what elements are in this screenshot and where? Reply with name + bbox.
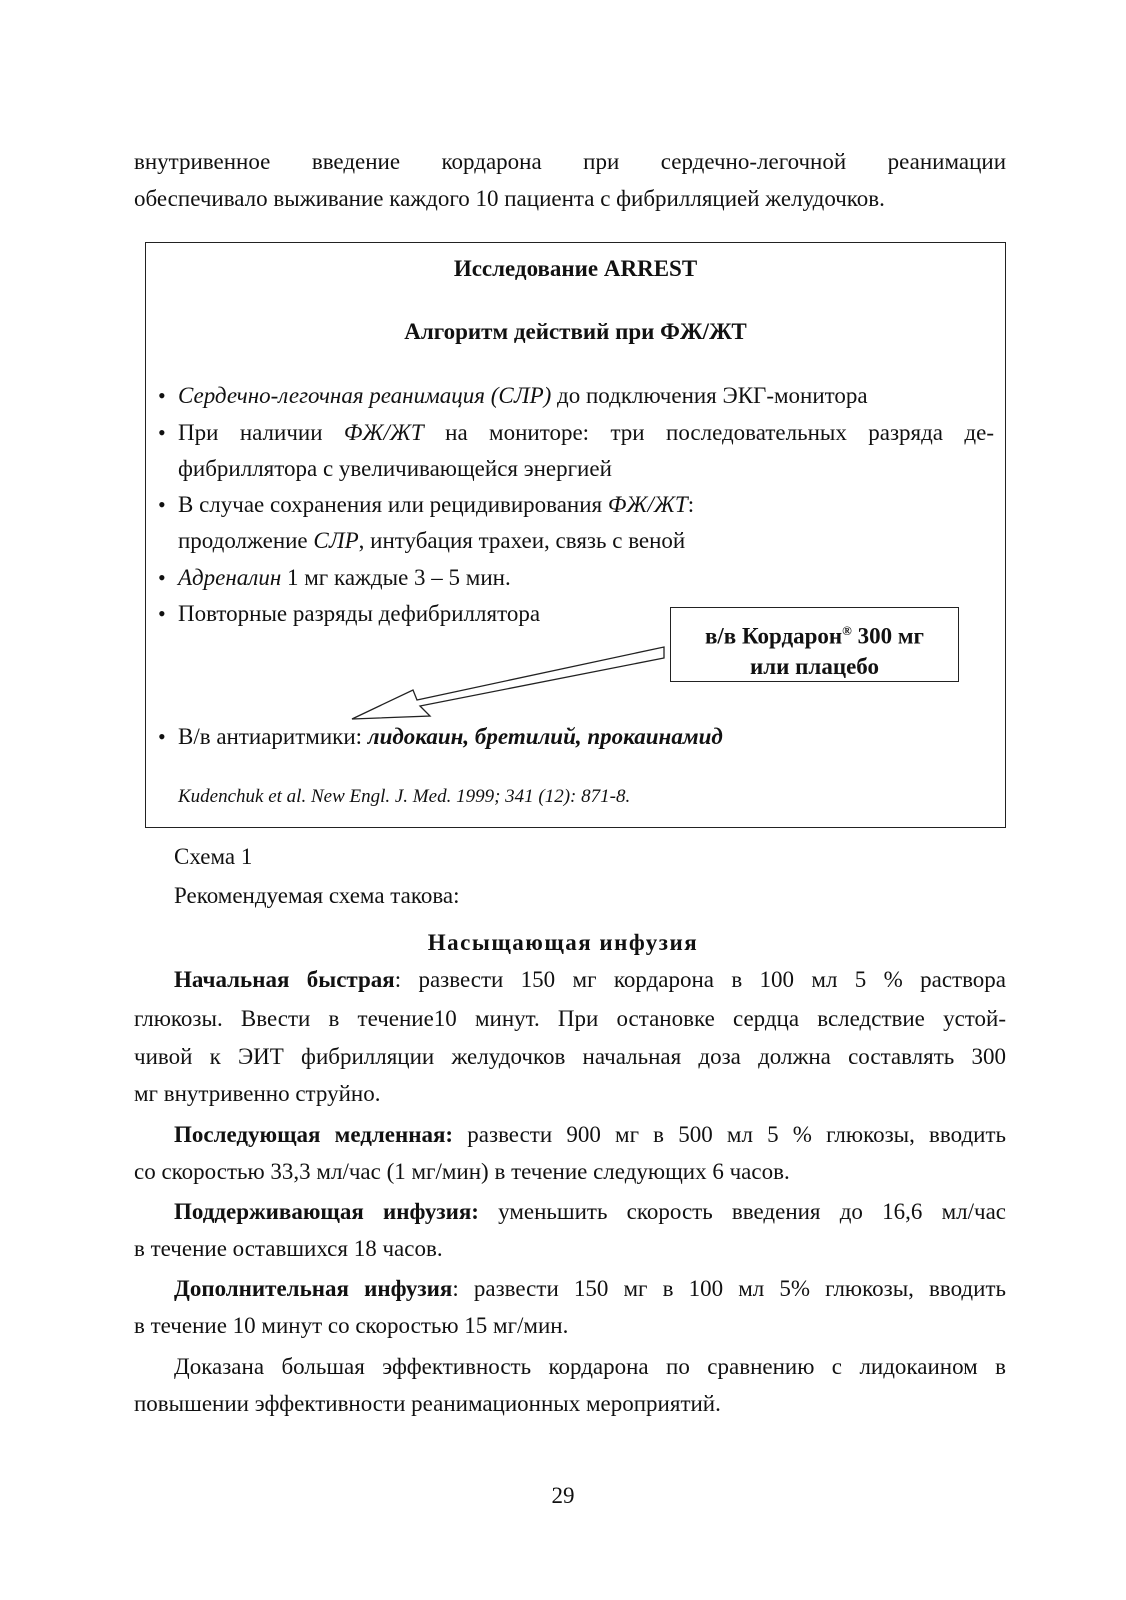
p4-line-1: Дополнительная инфузия: развести 150 мг в 100 мл 5% глюкозы, вводить	[174, 1276, 1006, 1301]
bullet-2-line-1: При наличии ФЖ/ЖТ на мониторе: три последовательных разряда де-	[178, 420, 994, 445]
bullet-4: Адреналин 1 мг каждые 3 – 5 мин.	[178, 565, 511, 590]
p1-line-3: чивой к ЭИТ фибрилляции желудочков начальная доза должна составлять 300	[134, 1044, 1006, 1069]
p2-line-1: Последующая медленная: развести 900 мг в 500 мл 5 % глюкозы, вводить	[174, 1122, 1006, 1147]
bullet-dot: •	[158, 601, 166, 626]
bullet-1: Сердечно-легочная реанимация (СЛР) до подключения ЭКГ-монитора	[178, 383, 868, 408]
kordaron-line-2: или плацебо	[750, 653, 879, 679]
section-title: Насыщающая инфузия	[427, 930, 699, 955]
box-subtitle: Алгоритм действий при ФЖ/ЖТ	[404, 319, 747, 344]
bullet-dot: •	[158, 565, 166, 590]
bullet-5: Повторные разряды дефибриллятора	[178, 601, 541, 626]
intro-line-1: внутривенное введение кордарона при сердечно-легочной реанимации	[134, 149, 1006, 174]
kordaron-line-1: в/в Кордарон® 300 мг	[704, 623, 925, 649]
bullet-3-line-1: В случае сохранения или рецидивирования ФЖ/ЖТ:	[178, 492, 695, 517]
bullet-2-line-2: фибриллятора с увеличивающейся энергией	[178, 456, 612, 481]
page-number: 29	[551, 1483, 575, 1508]
p1-line-2: глюкозы. Ввести в течение10 минут. При остановке сердца вследствие устой-	[134, 1006, 1006, 1031]
p2-line-2: со скоростью 33,3 мл/час (1 мг/мин) в течение следующих 6 часов.	[134, 1159, 790, 1184]
p3-line-1: Поддерживающая инфузия: уменьшить скорость введения до 16,6 мл/час	[174, 1199, 1006, 1224]
p4-line-2: в течение 10 минут со скоростью 15 мг/мин.	[134, 1313, 569, 1338]
bullet-3-line-2: продолжение СЛР, интубация трахеи, связь с веной	[178, 528, 686, 553]
p3-line-2: в течение оставшихся 18 часов.	[134, 1236, 443, 1261]
p5-line-1: Доказана большая эффективность кордарона по сравнению с лидокаином в	[174, 1354, 1006, 1379]
bullet-dot: •	[158, 383, 166, 408]
intro-line-2: обеспечивало выживание каждого 10 пациента с фибрилляцией желудочков.	[134, 186, 885, 211]
bullet-dot: •	[158, 492, 166, 517]
p1-line-4: мг внутривенно струйно.	[134, 1081, 381, 1106]
bullet-dot: •	[158, 420, 166, 445]
bullet-6: В/в антиаритмики: лидокаин, бретилий, прокаинамид	[178, 724, 723, 749]
recommended-text: Рекомендуемая схема такова:	[174, 883, 460, 908]
p5-line-2: повышении эффективности реанимационных мероприятий.	[134, 1391, 721, 1416]
bullet-dot: •	[158, 724, 166, 749]
scheme-caption: Схема 1	[174, 844, 253, 869]
p1-line-1: Начальная быстрая: развести 150 мг кордарона в 100 мл 5 % раствора	[174, 967, 1006, 992]
box-title: Исследование ARREST	[453, 256, 698, 281]
reference: Kudenchuk et al. New Engl. J. Med. 1999; 341 (12): 871-8.	[178, 786, 631, 807]
